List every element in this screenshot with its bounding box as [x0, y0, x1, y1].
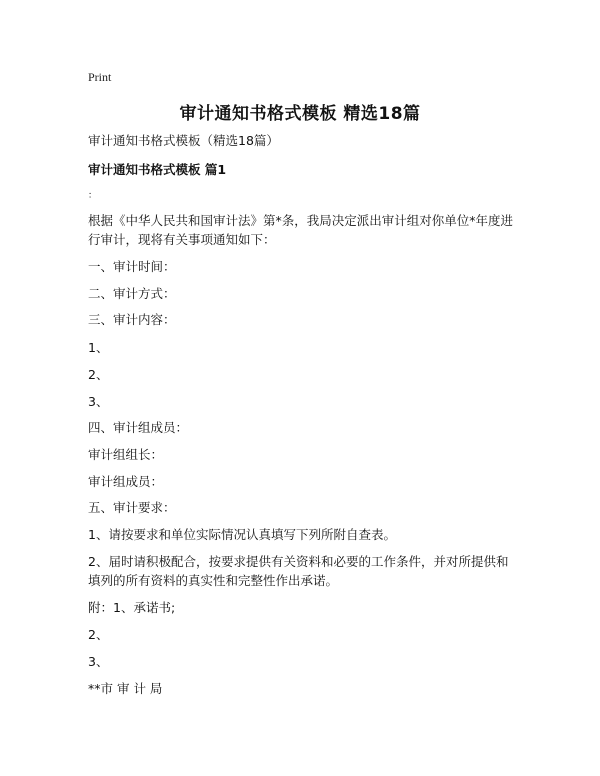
print-label[interactable]: Print — [88, 70, 112, 84]
document-subtitle: 审计通知书格式模板（精选18篇） — [88, 133, 279, 148]
attachment-3: 3、 — [88, 654, 109, 669]
intro-paragraph: 根据《中华人民共和国审计法》第*条，我局决定派出审计组对你单位*年度进行审计，现将有关事项通知如下： — [88, 213, 514, 247]
item-audit-content: 三、审计内容： — [88, 312, 176, 327]
attachment-2: 2、 — [88, 627, 109, 642]
team-members: 审计组成员： — [88, 474, 164, 489]
document-title: 审计通知书格式模板 精选18篇 — [179, 104, 421, 124]
team-leader: 审计组组长： — [88, 447, 164, 462]
signature: **市 审 计 局 — [88, 681, 163, 696]
item-audit-method: 二、审计方式： — [88, 286, 176, 301]
item-audit-time: 一、审计时间： — [88, 259, 176, 274]
item-audit-requirements: 五、审计要求： — [88, 500, 176, 515]
attachment-1: 附：1、承诺书; — [88, 600, 176, 615]
colon-mark: ： — [88, 191, 98, 201]
content-sub-2: 2、 — [88, 367, 109, 382]
section-heading: 审计通知书格式模板 篇1 — [88, 162, 227, 177]
requirement-1: 1、请按要求和单位实际情况认真填写下列所附自查表。 — [88, 527, 396, 542]
item-audit-team: 四、审计组成员： — [88, 420, 189, 435]
requirement-2: 2、届时请积极配合，按要求提供有关资料和必要的工作条件，并对所提供和填列的所有资料的真实性和完整性作出承诺。 — [88, 554, 509, 588]
content-sub-3: 3、 — [88, 394, 109, 409]
content-sub-1: 1、 — [88, 340, 109, 355]
